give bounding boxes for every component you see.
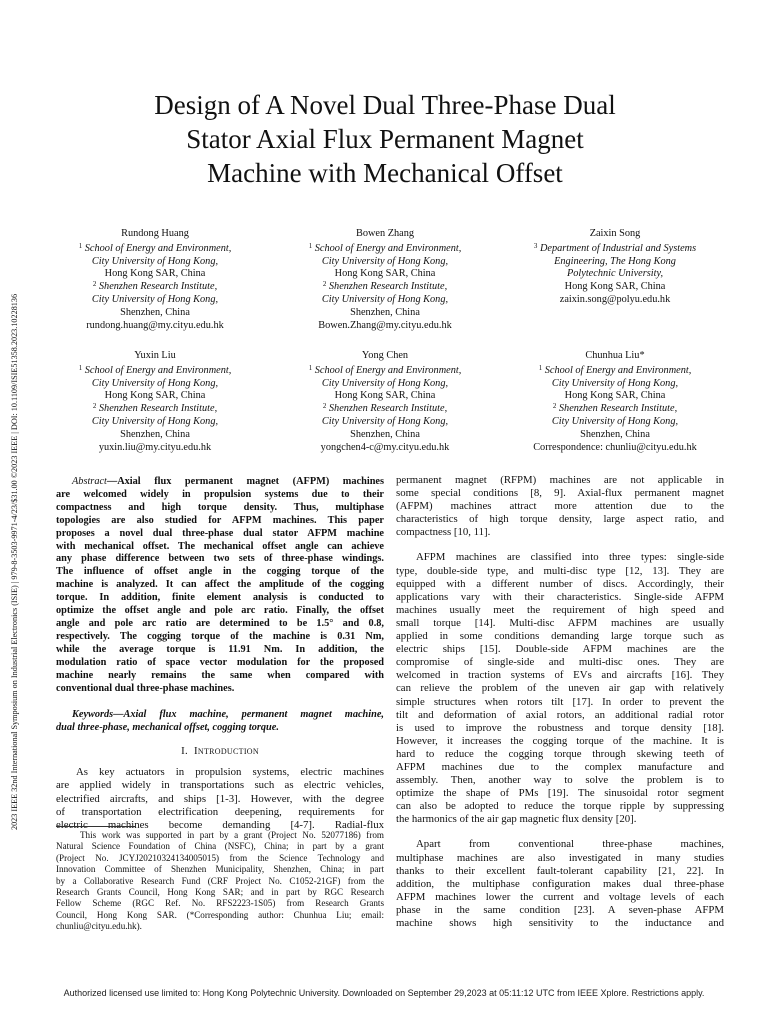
text-line: topologies are also studied for AFPM machines. This paper — [56, 514, 384, 526]
affiliation-line — [40, 365, 270, 378]
abstract — [56, 476, 384, 695]
text-line: angle and pole arc ratio are determined to be 1.5° and 0.8, — [56, 617, 384, 629]
funding-footnote — [56, 830, 384, 933]
author-name: Yong Chen — [361, 350, 409, 361]
text-line: machines usually meet the requirement of high speed and — [396, 603, 724, 616]
text-line: Research Grants Council, Hong Kong SAR; and in part by RGC Research — [56, 887, 384, 898]
text-line: hard to reduce the cogging torque through skewing teeth of — [396, 747, 724, 760]
affiliation-line — [270, 390, 500, 403]
affiliation-marker: 1 — [308, 363, 313, 372]
text-line: applied in some conditions demanding large torque such as — [396, 630, 724, 643]
affiliation-text: Engineering, The Hong Kong — [554, 255, 676, 267]
affiliation-text: Hong Kong SAR, China — [104, 390, 206, 402]
footnote-rule — [56, 826, 136, 827]
download-notice: Authorized licensed use limited to: Hong Kong Polytechnic University. Downloaded on September 29,2023 at 05:11:12 UTC from IEEE Xplore. Restrictions apply. — [63, 988, 705, 998]
affiliation-line — [270, 256, 500, 269]
affiliation-marker: 2 — [92, 402, 97, 411]
affiliation-text: Shenzhen, China — [120, 428, 190, 440]
affiliation-text: Shenzhen, China — [580, 428, 650, 440]
abstract-first-line: —Axial flux permanent magnet (AFPM) machines — [106, 476, 384, 487]
side-identifier-text: 2023 IEEE 32nd International Symposium on Industrial Electronics (ISIE) | 979-8-3503-9971-4/23/$31.00 ©2023 IEEE | DOI: 10.1109/ISIE51358.2023.10228136 — [10, 293, 19, 830]
affiliation-text: Shenzhen, China — [120, 306, 190, 318]
affiliation-marker: 2 — [322, 280, 327, 289]
affiliation-line — [270, 429, 500, 442]
affiliation-text: School of Energy and Environment, — [314, 364, 462, 376]
affiliation-line — [40, 243, 270, 256]
text-line: phase in the same condition [23]. A seven-phase AFPM — [396, 903, 724, 916]
text-line — [56, 476, 384, 489]
author-name: Yuxin Liu — [134, 350, 176, 361]
affiliation-text: Hong Kong SAR, China — [334, 268, 436, 280]
section-title: Introduction — [193, 745, 259, 758]
affiliation-line — [500, 243, 730, 256]
text-line: conventional dual three-phase machines. — [56, 682, 235, 694]
affiliation-text: City University of Hong Kong, — [321, 415, 449, 427]
text-line: Innovation Committee of Shenzhen Municipality, Shenzhen, China; in part — [56, 864, 384, 875]
text-line: permanent magnet (RFPM) machines are not applicable in — [396, 474, 724, 486]
author-card — [40, 228, 270, 332]
text-line: torque. In addition, finite element analysis is conducted to — [56, 592, 384, 604]
affiliation-line — [40, 256, 270, 269]
affiliation-text: Shenzhen Research Institute, — [328, 281, 448, 293]
affiliation-text: Correspondence: chunliu@cityu.edu.hk — [533, 441, 697, 453]
affiliation-line — [500, 365, 730, 378]
affiliation-marker: 1 — [78, 363, 83, 372]
abstract-lead: Abstract — [72, 476, 107, 487]
text-line: The influence of offset angle in the cogging torque of the — [56, 566, 384, 578]
affiliation-text: City University of Hong Kong, — [91, 255, 219, 267]
affiliation-line — [40, 378, 270, 391]
affiliation-text: Shenzhen Research Institute, — [98, 403, 218, 415]
body-paragraph — [396, 838, 724, 930]
text-line: optimize the offset angle and pole arc ratio. Finally, the offset — [56, 605, 384, 617]
affiliation-line — [40, 294, 270, 307]
text-line: Fellow Scheme (RGC Ref. No. RFS2223-1S05) from Research Grants — [56, 898, 384, 909]
author-name: Zaixin Song — [589, 228, 641, 239]
text-line: simple structures when rotors tilt [17]. In order to prevent the — [396, 695, 724, 708]
affiliation-line — [500, 378, 730, 391]
affiliation-line — [40, 429, 270, 442]
text-line: As key actuators in propulsion systems, electric machines — [76, 766, 384, 779]
affiliation-text: Hong Kong SAR, China — [104, 268, 206, 280]
affiliation-text: Hong Kong SAR, China — [564, 390, 666, 402]
text-line: compromise of single-side and multi-disc ones. They are — [396, 656, 724, 669]
text-line: while the average torque is 11.91 Nm. In addition, the — [56, 643, 384, 655]
affiliation-text: City University of Hong Kong, — [91, 293, 219, 305]
title-line: Design of A Novel Dual Three-Phase Dual — [154, 90, 616, 120]
affiliation-text: City University of Hong Kong, — [321, 293, 449, 305]
affiliation-text: Shenzhen Research Institute, — [98, 281, 218, 293]
affiliation-marker: 1 — [308, 241, 313, 250]
author-card — [500, 350, 730, 454]
affiliation-text: City University of Hong Kong, — [321, 377, 449, 389]
text-line: small torque [14]. Multi-disc AFPM machines are usually — [396, 616, 724, 629]
text-line: tilt and deformation of axial rotors, an additional radial rotor — [396, 708, 724, 721]
affiliation-line — [500, 294, 730, 307]
section-number: I. — [181, 745, 188, 758]
text-line: compactness and high torque density. Thus, multiphase — [56, 501, 384, 513]
affiliation-line — [270, 416, 500, 429]
author-name: Rundong Huang — [121, 228, 189, 239]
affiliation-text: City University of Hong Kong, — [551, 377, 679, 389]
keywords — [56, 709, 384, 735]
text-line: welcomed in traction systems of EVs and aircrafts [16]. They — [396, 669, 724, 682]
text-line: thanks to their excellent fault-tolerant capability [21, 22]. In — [396, 864, 724, 877]
text-line: However, it increases the cogging torque of the machine. It is — [396, 734, 724, 747]
affiliation-line — [270, 442, 500, 455]
text-line: AFPM machines are classified into three types: single-side — [416, 551, 724, 564]
text-line: electric machines become demanding [4-7]. Radial-flux — [56, 818, 384, 831]
affiliation-text: City University of Hong Kong, — [91, 415, 219, 427]
affiliation-text: Bowen.Zhang@my.cityu.edu.hk — [318, 319, 452, 331]
affiliation-line — [500, 281, 730, 294]
affiliation-line — [500, 403, 730, 416]
text-line: any phase difference between two sets of three-phase windings. — [56, 553, 384, 565]
affiliation-text: yuxin.liu@my.cityu.edu.hk — [98, 441, 212, 453]
text-line: respectively. The cogging torque of the machine is 0.31 Nm, — [56, 630, 384, 642]
affiliation-text: School of Energy and Environment, — [84, 364, 232, 376]
affiliation-line — [40, 281, 270, 294]
text-line: electrified aircrafts, and ships [1-3]. However, with the degree — [56, 792, 384, 805]
text-line: This work was supported in part by a grant (Project No. 52077186) from — [80, 830, 384, 840]
affiliation-marker: 1 — [78, 241, 83, 250]
text-line: machine is analyzed. It can affect the amplitude of the cogging — [56, 579, 384, 591]
affiliation-line — [500, 268, 730, 281]
text-line: compactness [10, 11]. — [396, 526, 491, 539]
paper-title — [60, 88, 710, 190]
text-line: are welcomed widely in propulsion systems due to their — [56, 488, 384, 500]
affiliation-marker: 3 — [533, 241, 538, 250]
affiliation-text: Polytechnic University, — [566, 268, 664, 280]
text-line: machine shows high sensitivity to the inductance and — [396, 917, 724, 929]
affiliation-text: Shenzhen, China — [350, 306, 420, 318]
text-line: Natural Science Foundation of China (NSFC), China; in part by a grant — [56, 841, 384, 852]
text-line: electric ships [15]. Double-side AFPM machines are the — [396, 643, 724, 656]
affiliation-line — [40, 390, 270, 403]
affiliation-line — [40, 403, 270, 416]
affiliation-line — [270, 268, 500, 281]
title-line: Stator Axial Flux Permanent Magnet — [186, 124, 584, 154]
text-line: the harmonics of the air gap magnetic flux density [20]. — [396, 813, 637, 826]
text-line: is used to improve the robustness and torque density [18]. — [396, 721, 724, 734]
affiliation-line — [500, 429, 730, 442]
section-heading — [56, 745, 384, 758]
text-line: assembly. Then, another way to solve the problem is to — [396, 774, 724, 787]
affiliation-text: Department of Industrial and Systems — [539, 242, 697, 254]
body-paragraph — [396, 551, 724, 826]
text-line: addition, the multiphase configuration makes dual three-phase — [396, 877, 724, 890]
author-card — [500, 228, 730, 307]
affiliation-text: Hong Kong SAR, China — [334, 390, 436, 402]
affiliation-line — [500, 416, 730, 429]
text-line: Keywords—Axial flux machine, permanent magnet machine, — [72, 709, 384, 721]
affiliation-line — [270, 320, 500, 333]
author-name: Bowen Zhang — [355, 228, 415, 239]
affiliation-text: zaixin.song@polyu.edu.hk — [559, 293, 671, 305]
affiliation-line — [270, 307, 500, 320]
affiliation-text: Hong Kong SAR, China — [564, 281, 666, 293]
author-name: Chunhua Liu* — [585, 350, 645, 361]
affiliation-text: rundong.huang@my.cityu.edu.hk — [86, 319, 224, 331]
affiliation-text: School of Energy and Environment, — [84, 242, 232, 254]
text-line: (AFPM) machines attract more attention due to the — [396, 500, 724, 513]
affiliation-line — [270, 365, 500, 378]
affiliation-line — [270, 281, 500, 294]
affiliation-text: Shenzhen Research Institute, — [328, 403, 448, 415]
affiliation-line — [40, 320, 270, 333]
affiliation-line — [270, 403, 500, 416]
left-column — [56, 476, 384, 832]
affiliation-line — [500, 390, 730, 403]
author-card — [40, 350, 270, 454]
text-line: modulation ratio of space vector modulation for the proposed — [56, 656, 384, 668]
affiliation-line — [40, 268, 270, 281]
text-line: of transportation electrification deepening, requirements for — [56, 805, 384, 818]
affiliation-text: City University of Hong Kong, — [321, 255, 449, 267]
text-line: machine nearly remains the same when compared with — [56, 669, 384, 681]
affiliation-text: Shenzhen Research Institute, — [558, 403, 678, 415]
text-line: by a Collaborative Research Fund (CRF Project No. C1052-21GF) from the — [56, 875, 384, 886]
affiliation-marker: 2 — [322, 402, 327, 411]
affiliation-text: yongchen4-c@my.cityu.edu.hk — [320, 441, 450, 453]
paragraph-gap — [396, 826, 724, 838]
text-line: are applied widely in transportations such as electric vehicles, — [56, 779, 384, 792]
affiliation-line — [40, 442, 270, 455]
text-line: type, double-side type, and multi-disc type [12, 13]. They are — [396, 564, 724, 577]
paragraph-gap — [396, 539, 724, 551]
text-line: Apart from conventional three-phase machines, — [416, 838, 724, 851]
text-line: AFPM machines due to the complex manufacture and — [396, 760, 724, 773]
affiliation-text: Shenzhen, China — [350, 428, 420, 440]
text-line: can relieve the problem of the uneven air gap with relatively — [396, 682, 724, 695]
text-line: can also be adopted to reduce the torque ripple by suppressing — [396, 800, 724, 813]
text-line: optimize the shape of PMs [19]. The sinusoidal rotor segment — [396, 787, 724, 800]
affiliation-line — [270, 243, 500, 256]
text-line: equipped with a different number of discs. Accordingly, their — [396, 577, 724, 590]
text-line: Council, Hong Kong SAR. (*Corresponding author: Chunhua Liu; email: — [56, 909, 384, 920]
affiliation-text: City University of Hong Kong, — [551, 415, 679, 427]
footnote-text — [56, 830, 384, 933]
side-identifier — [4, 190, 19, 830]
intro-paragraph — [56, 766, 384, 831]
text-line: with mechanical offset. The mechanical offset angle can achieve — [56, 540, 384, 552]
text-line: proposes a novel dual three-phase dual stator AFPM machine — [56, 527, 384, 539]
title-line: Machine with Mechanical Offset — [207, 158, 563, 188]
affiliation-line — [500, 256, 730, 269]
affiliation-text: School of Energy and Environment, — [314, 242, 462, 254]
text-line: chunliu@cityu.edu.hk). — [56, 921, 142, 932]
affiliation-line — [270, 378, 500, 391]
affiliation-text: School of Energy and Environment, — [544, 364, 692, 376]
text-line: dual three-phase, mechanical offset, cogging torque. — [56, 722, 279, 734]
author-card — [270, 350, 500, 454]
affiliation-line — [40, 416, 270, 429]
text-line: multiphase machines are also investigated in many studies — [396, 851, 724, 864]
text-line: (Project No. JCYJ20210324134005015) from the Science Technology and — [56, 852, 384, 863]
affiliation-marker: 2 — [552, 402, 557, 411]
text-line: applications vary with their characteristics. Single-side AFPM — [396, 590, 724, 603]
author-card — [270, 228, 500, 332]
affiliation-marker: 2 — [92, 280, 97, 289]
body-paragraph — [396, 474, 724, 539]
affiliation-marker: 1 — [538, 363, 543, 372]
text-line: some special conditions [8, 9]. Axial-flux permanent magnet — [396, 487, 724, 500]
text-line: AFPM machines lower the current and voltage levels of each — [396, 890, 724, 903]
affiliation-text: City University of Hong Kong, — [91, 377, 219, 389]
affiliation-line — [40, 307, 270, 320]
affiliation-line — [270, 294, 500, 307]
affiliation-line — [500, 442, 730, 455]
right-column — [396, 474, 724, 930]
text-line: characteristics of high torque density, large aspect ratio, and — [396, 513, 724, 526]
